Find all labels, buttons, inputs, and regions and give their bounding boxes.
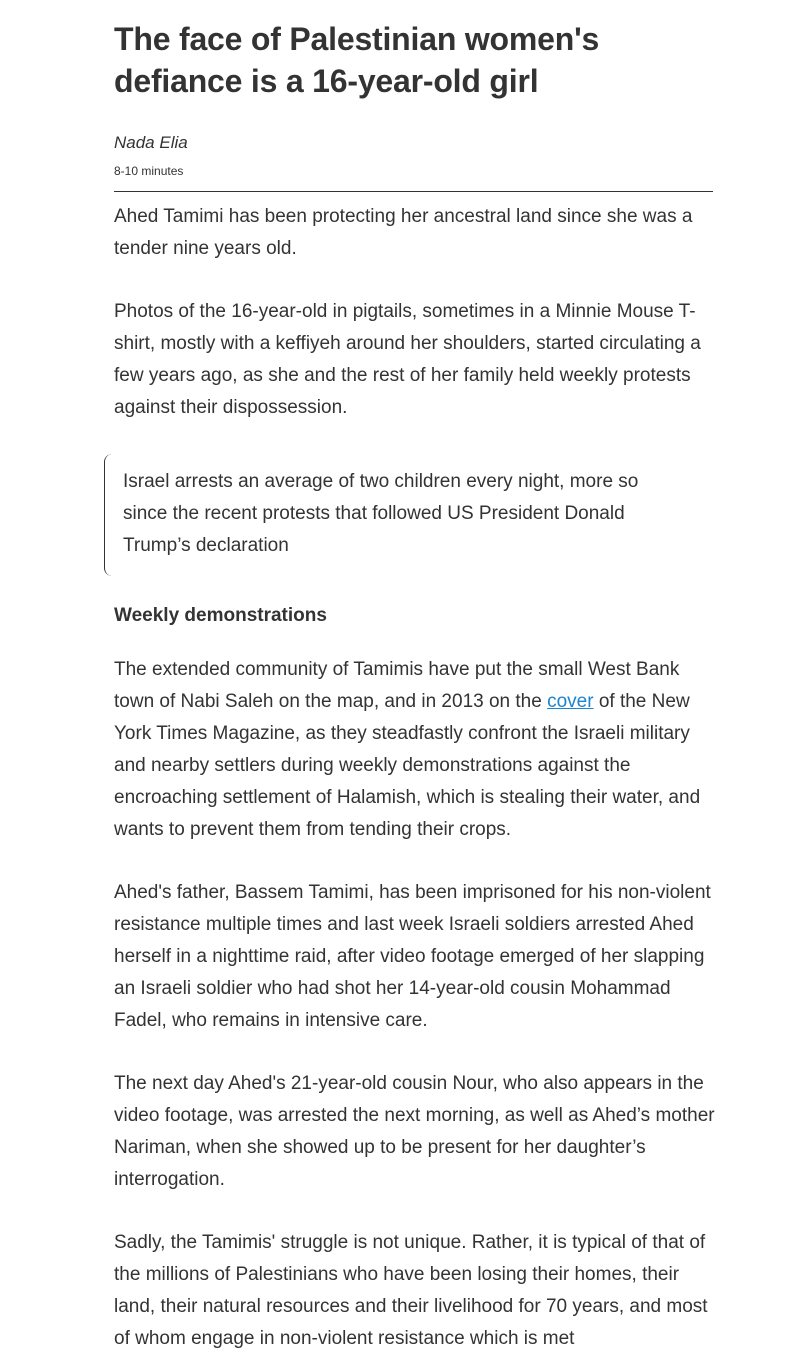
paragraph-1: Ahed Tamimi has been protecting her ancestral land since she was a tender nine years old. — [114, 206, 693, 259]
author-name: Nada Elia — [114, 133, 188, 152]
paragraph-3 — [114, 654, 718, 846]
article-title: The face of Palestinian women's defiance is a 16-year-old girl — [114, 21, 600, 99]
section-heading: Weekly demonstrations — [114, 605, 327, 626]
paragraph-3-text-after: of the New York Times Magazine, as they steadfastly confront the Israeli military and nearby settlers during weekly demonstrations against the encroaching settlement of Halamish, which is stealing their water, and wants to prevent them from tending their crops. — [114, 691, 701, 840]
read-time: 8-10 minutes — [114, 164, 184, 178]
paragraph-4: Ahed's father, Bassem Tamimi, has been imprisoned for his non-violent resistance multiple times and last week Israeli soldiers arrested Ahed herself in a nighttime raid, after video footage emerged of her slapping an Israeli soldier who had shot her 14-year-old cousin Mohammad Fadel, who remains in intensive care. — [114, 882, 711, 1031]
cover-link[interactable]: cover — [547, 691, 594, 712]
paragraph-2: Photos of the 16-year-old in pigtails, sometimes in a Minnie Mouse T-shirt, mostly with a keffiyeh around her shoulders, started circulating a few years ago, as she and the rest of her family held weekly protests against their dispossession. — [114, 301, 701, 418]
paragraph-6: Sadly, the Tamimis' struggle is not unique. Rather, it is typical of that of the millions of Palestinians who have been losing their homes, their land, their natural resources and their livelihood for 70 years, and most of whom engage in non-violent resistance which is met — [114, 1232, 708, 1349]
pull-quote: Israel arrests an average of two children every night, more so since the recent protests that followed US President Donald Trump’s declaration — [104, 454, 678, 576]
paragraph-3-text-before: The extended community of Tamimis have put the small West Bank town of Nabi Saleh on the map, and in 2013 on the — [114, 659, 680, 712]
divider — [114, 191, 713, 192]
article — [114, 0, 718, 1355]
paragraph-5: The next day Ahed's 21-year-old cousin Nour, who also appears in the video footage, was arrested the next morning, as well as Ahed’s mother Nariman, when she showed up to be present for her daughter’s interrogation. — [114, 1073, 715, 1190]
